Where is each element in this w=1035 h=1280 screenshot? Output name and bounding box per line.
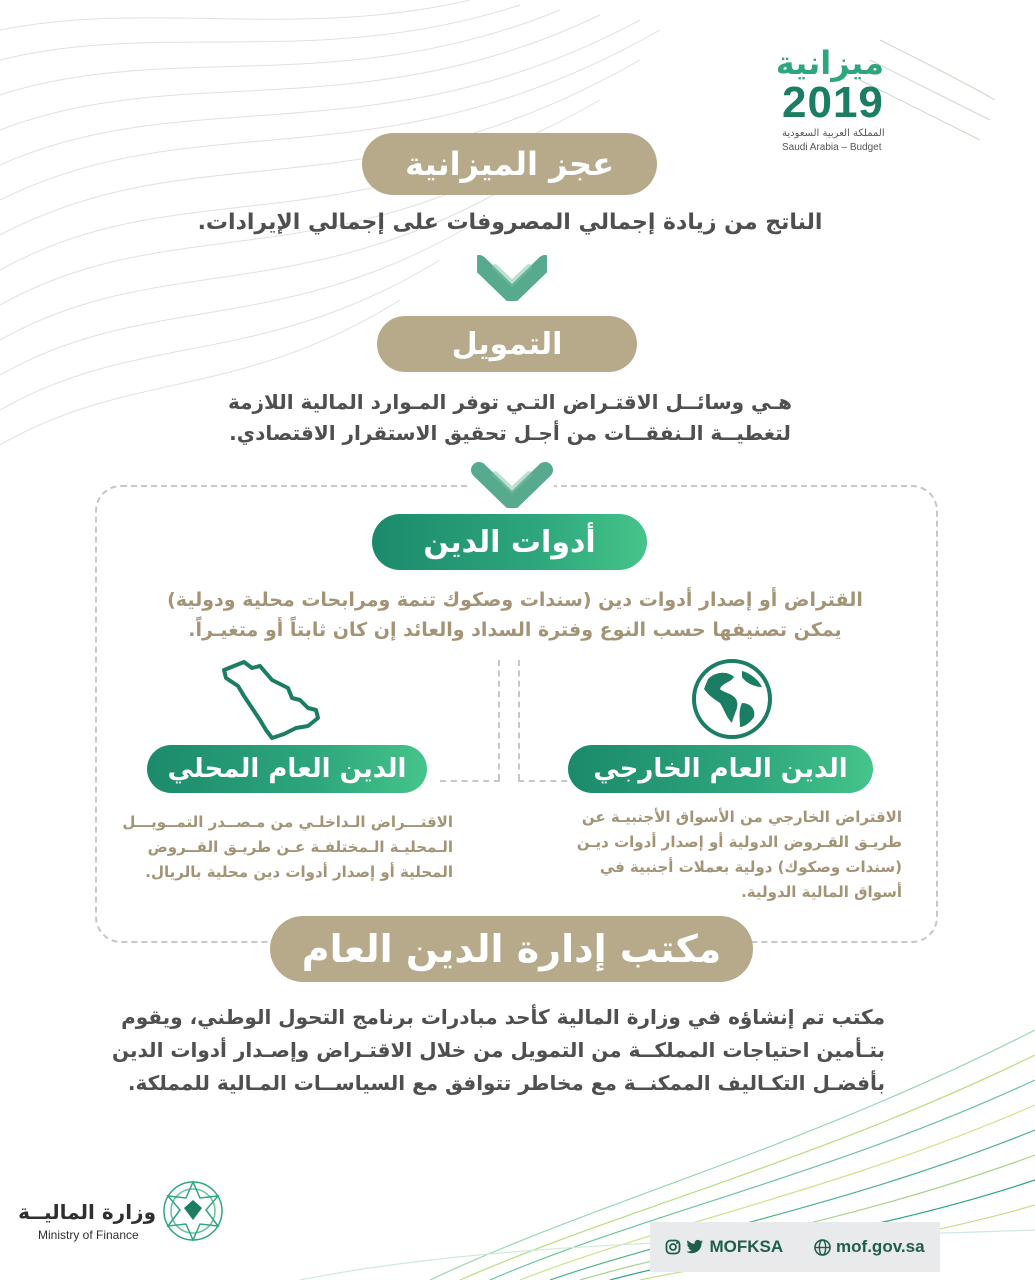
- external-debt-line-3: (سندات وصكوك) دولية بعملات أجنبية في: [599, 858, 902, 876]
- logo-country: المملكة العربية السعودية: [782, 128, 885, 139]
- website-link[interactable]: [814, 1237, 924, 1257]
- ministry-name-ar: وزارة الماليــة: [18, 1200, 156, 1224]
- debt-instruments-line-2: يمكن تصنيفها حسب النوع وفترة السداد والعائد إن كان ثابتاً أو متغيـراً.: [188, 619, 842, 641]
- down-chevron-icon: [470, 458, 554, 508]
- connector-line: [518, 780, 578, 782]
- down-chevron-icon: [477, 253, 547, 301]
- logo-year: 2019: [782, 78, 884, 127]
- deficit-description: الناتج من زيادة إجمالي المصروفات على إجمالي الإيرادات.: [197, 210, 823, 235]
- financing-title-pill: التمويل: [377, 316, 637, 372]
- domestic-debt-title-pill: الدين العام المحلي: [147, 745, 427, 793]
- website-url[interactable]: mof.gov.sa: [836, 1237, 925, 1256]
- debt-instruments-line-1: القتراض أو إصدار أدوات دين (سندات وصكوك تنمة ومرابحات محلية ودولية): [167, 589, 863, 611]
- footer-contact-bar: [650, 1222, 940, 1272]
- budget-2019-logo: [772, 44, 902, 158]
- external-debt-line-2: طريـق القـروض الدولية أو إصدار أدوات ديـن: [576, 833, 902, 851]
- connector-line: [440, 780, 500, 782]
- external-debt-line-1: الاقتراض الخارجي من الأسواق الأجنبيـة عن: [581, 808, 902, 826]
- domestic-debt-line-2: الـمحليـة الـمختلفـة عـن طريـق القــروض: [147, 838, 453, 856]
- domestic-debt-line-3: المحلية أو إصدار أدوات دين محلية بالريال.: [145, 863, 453, 881]
- debt-office-title-pill: مكتب إدارة الدين العام: [270, 916, 753, 982]
- connector-line: [518, 660, 520, 780]
- financing-line-1: هـي وسائــل الاقتـراض التـي توفر المـوارد المالية اللازمة: [228, 390, 792, 414]
- financing-line-2: لتغطيــة الـنفقــات من أجـل تحقيق الاستقرار الاقتصادي.: [229, 421, 791, 445]
- domestic-debt-line-1: الاقتـــراض الـداخلـي من مـصــدر التمــويـــل: [122, 813, 453, 831]
- connector-line: [498, 660, 500, 780]
- logo-subtitle: Saudi Arabia – Budget: [782, 142, 882, 153]
- debt-office-line-1: مكتب تم إنشاؤه في وزارة المالية كأحد مبادرات برنامج التحول الوطني، ويقوم: [121, 1005, 885, 1029]
- logo-title: ميزانية: [775, 44, 884, 82]
- ministry-name-en: Ministry of Finance: [38, 1228, 139, 1242]
- social-handle-link[interactable]: [665, 1237, 783, 1257]
- saudi-map-icon: [218, 658, 322, 742]
- external-debt-title-pill: الدين العام الخارجي: [568, 745, 873, 793]
- globe-web-icon: [814, 1239, 831, 1256]
- deficit-title-pill: عجز الميزانية: [362, 133, 657, 195]
- external-debt-line-4: أسواق المالية الدولية.: [741, 883, 902, 901]
- social-handle[interactable]: MOFKSA: [709, 1237, 784, 1256]
- debt-office-line-2: بتـأمين احتياجات المملكــة من التمويل من خلال الاقتـراض وإصـدار أدوات الدين: [112, 1038, 885, 1062]
- twitter-icon[interactable]: [686, 1239, 704, 1255]
- debt-office-line-3: بأفضـل التكـاليف الممكنــة مع مخاطر تتوافق مع السياســات المـالية للمملكة.: [127, 1071, 885, 1095]
- debt-instruments-title-pill: أدوات الدين: [372, 514, 647, 570]
- globe-icon: [690, 657, 774, 741]
- instagram-icon[interactable]: [665, 1239, 681, 1255]
- ministry-emblem-icon: [160, 1178, 226, 1244]
